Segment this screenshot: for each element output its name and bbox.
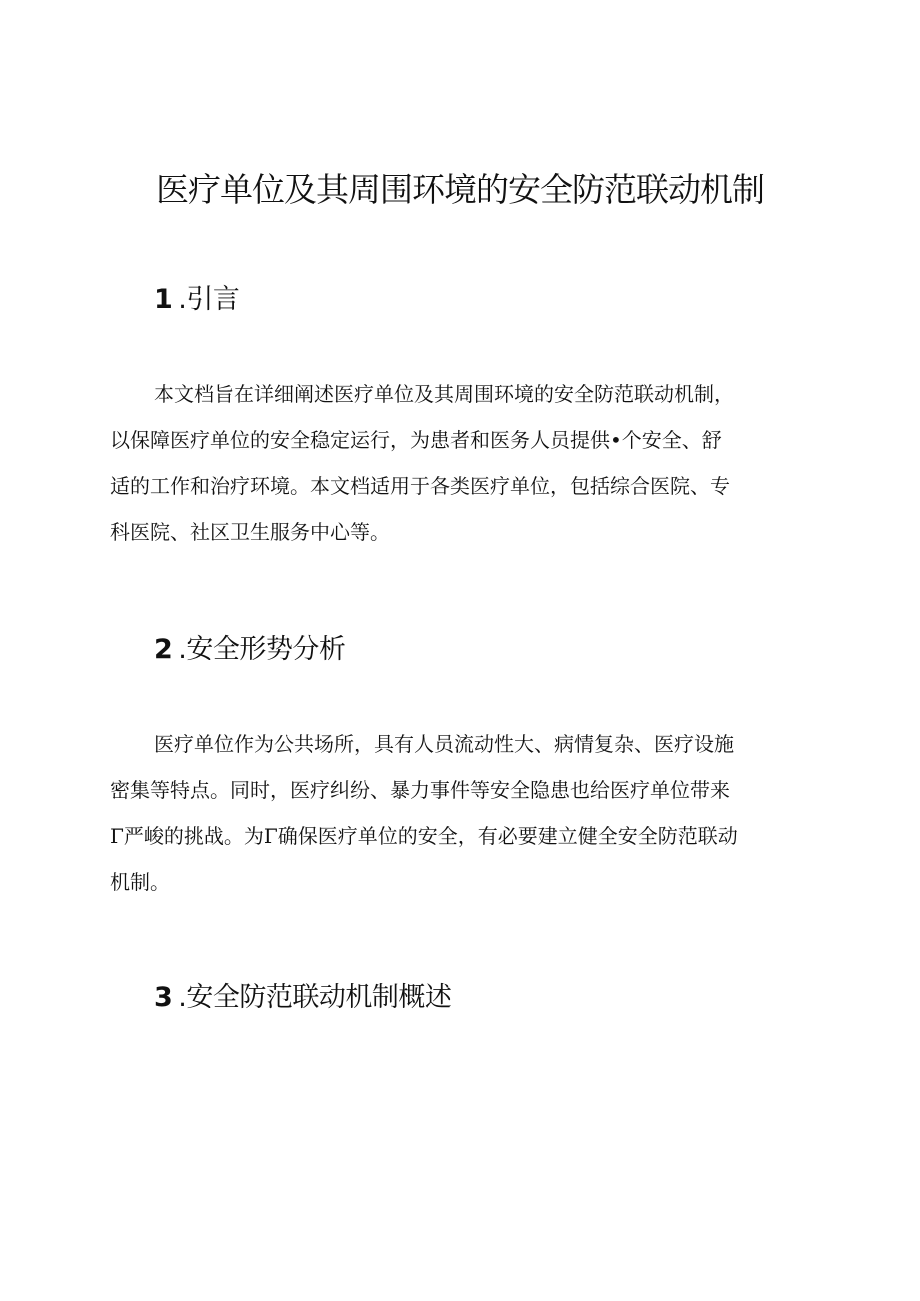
paragraph-line: 密集等特点。同时，医疗纠纷、暴力事件等安全隐患也给医疗单位带来 bbox=[110, 778, 730, 802]
section-heading-3 bbox=[154, 980, 451, 1016]
section-paragraph-1 bbox=[110, 371, 830, 555]
paragraph-line: 以保障医疗单位的安全稳定运行，为患者和医务人员提供•个安全、舒 bbox=[110, 428, 722, 452]
paragraph-line: 机制。 bbox=[110, 870, 170, 894]
section-number: 2 bbox=[154, 634, 173, 665]
paragraph-line: Γ严峻的挑战。为Γ确保医疗单位的安全，有必要建立健全安全防范联动 bbox=[110, 824, 738, 848]
section-number: 1 bbox=[154, 284, 173, 315]
section-title: .安全防范联动机制概述 bbox=[178, 982, 452, 1013]
paragraph-line: 科医院、社区卫生服务中心等。 bbox=[110, 520, 390, 544]
section-heading-2 bbox=[154, 632, 345, 668]
section-title: .引言 bbox=[178, 284, 240, 315]
paragraph-line: 本文档旨在详细阐述医疗单位及其周围环境的安全防范联动机制， bbox=[154, 382, 734, 406]
section-title: .安全形势分析 bbox=[178, 634, 346, 665]
document-title: 医疗单位及其周围环境的安全防范联动机制 bbox=[156, 170, 764, 209]
section-paragraph-2 bbox=[110, 721, 830, 905]
paragraph-line: 适的工作和治疗环境。本文档适用于各类医疗单位，包括综合医院、专 bbox=[110, 474, 730, 498]
section-heading-1 bbox=[154, 282, 239, 318]
paragraph-line: 医疗单位作为公共场所，具有人员流动性大、病情复杂、医疗设施 bbox=[154, 732, 734, 756]
section-number: 3 bbox=[154, 982, 173, 1013]
